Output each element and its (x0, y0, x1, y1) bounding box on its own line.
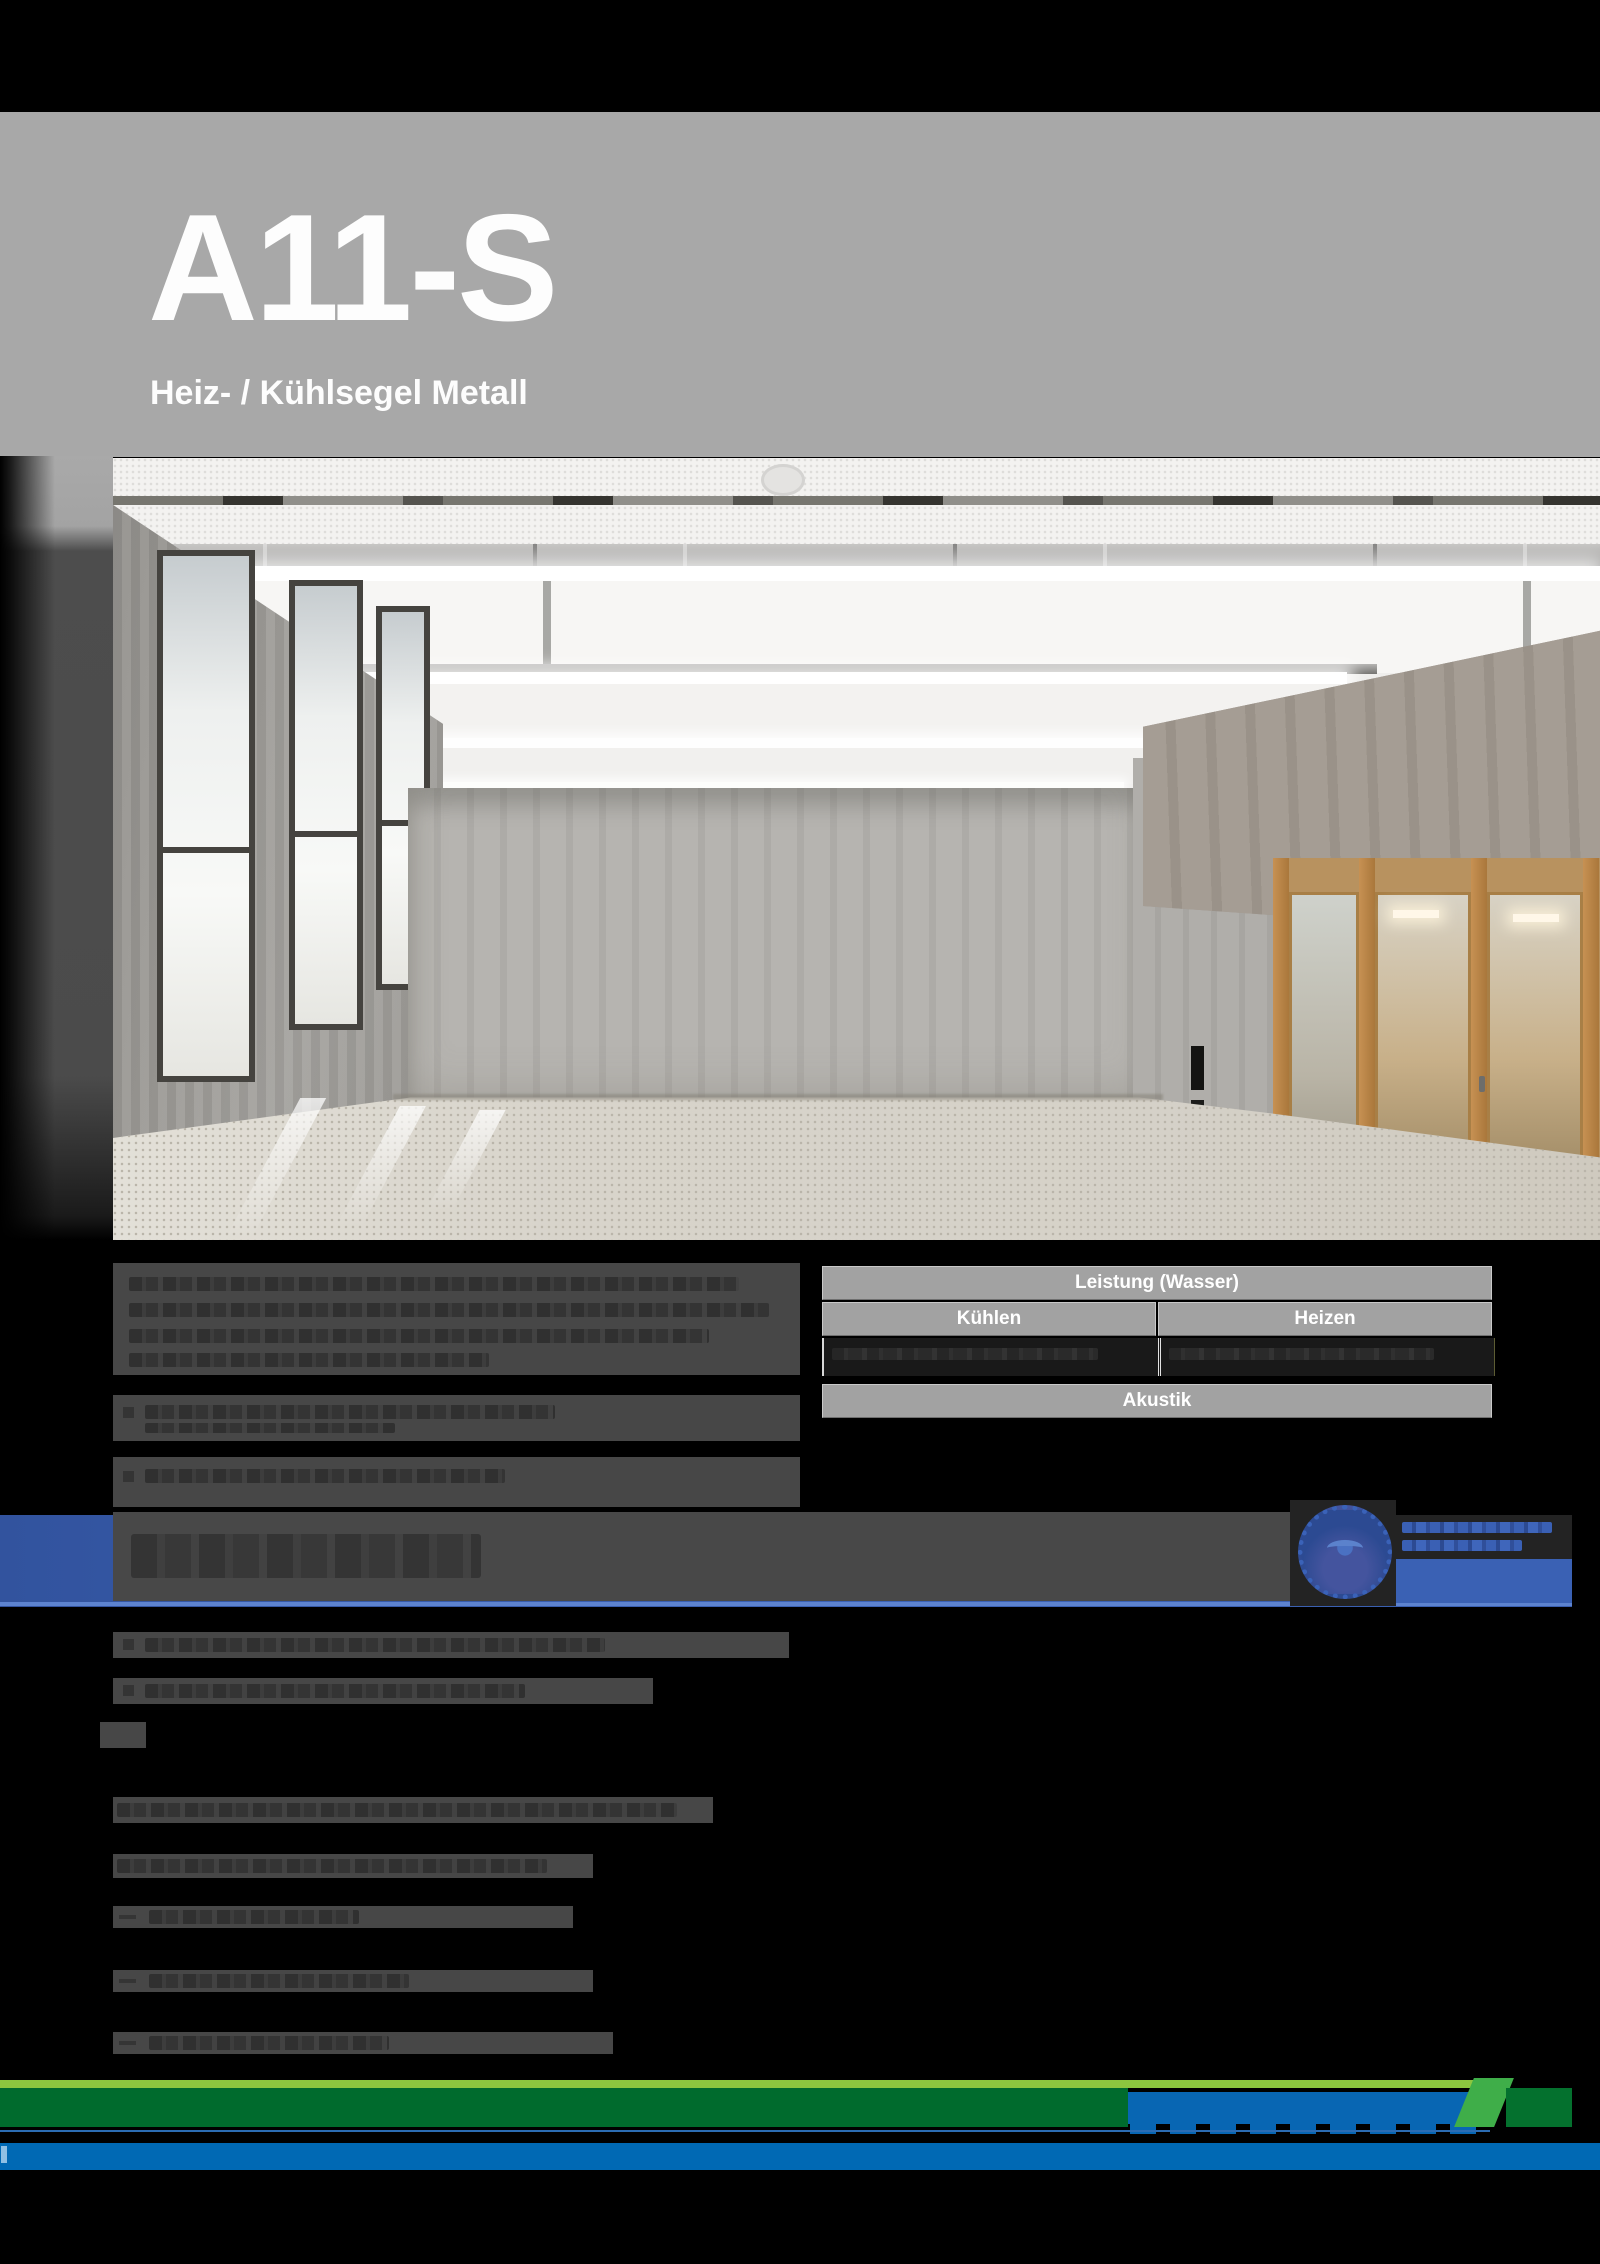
wall-base-shadow (393, 1094, 1163, 1100)
dash-bullet-row (113, 1906, 573, 1928)
footer-dark-green-segment (1506, 2088, 1572, 2127)
door-handle (1479, 1076, 1485, 1092)
bullet-row (113, 1457, 800, 1507)
illegible-text-line (113, 1797, 713, 1823)
dash-bullet-row (113, 1970, 593, 1992)
footer-logo-letter-bottoms (1130, 2124, 1477, 2134)
heating-value-cell (1158, 1338, 1495, 1376)
dash-bullet-row (113, 2032, 613, 2054)
illegible-text-line (113, 1854, 593, 1878)
header-band (0, 112, 1600, 457)
section-heading-block (113, 1512, 1295, 1601)
column-header-heating: Heizen (1158, 1302, 1492, 1336)
page-subtitle: Heiz- / Kühlsegel Metall (150, 374, 528, 412)
window (289, 580, 363, 1030)
ceiling-beam (113, 544, 1600, 568)
footer-light-green-bar (0, 2080, 1512, 2088)
footer-blue-bar (0, 2143, 1600, 2170)
table-data-row (822, 1338, 1495, 1376)
certification-band-right (1396, 1559, 1572, 1603)
ceiling-joint (113, 496, 1600, 505)
top-margin (0, 0, 1600, 112)
intro-paragraph-block (113, 1263, 800, 1375)
certification-logo-box (1290, 1500, 1396, 1606)
wall-socket (1191, 1046, 1204, 1090)
hero-photo (113, 458, 1600, 1240)
performance-table (822, 1266, 1492, 1418)
left-margin-shade (0, 456, 113, 1240)
illegible-word-block (100, 1722, 146, 1748)
table-title: Leistung (Wasser) (822, 1266, 1492, 1300)
column-header-cooling: Kühlen (822, 1302, 1156, 1336)
interior-light (1513, 914, 1559, 922)
concrete-wall-back (408, 788, 1148, 1118)
table-acoustics-header: Akustik (822, 1384, 1492, 1418)
light-line (113, 566, 1600, 581)
bullet-row (113, 1632, 789, 1658)
footer-blue-hairline (0, 2130, 1490, 2132)
bullet-row (113, 1678, 653, 1704)
ceiling-speaker (761, 464, 805, 496)
cooling-value-cell (824, 1338, 1158, 1376)
certification-text-area (1396, 1515, 1572, 1559)
window (157, 550, 255, 1082)
eco-label-icon (1298, 1505, 1392, 1599)
illegible-section-heading (131, 1534, 481, 1578)
interior-light (1393, 910, 1439, 918)
footer-logo-block (1128, 2092, 1477, 2124)
page-title: A11-S (148, 183, 556, 353)
footer-blue-bar-tick (1, 2146, 7, 2163)
footer-dark-green-bar (0, 2088, 1128, 2127)
bullet-row (113, 1395, 800, 1441)
